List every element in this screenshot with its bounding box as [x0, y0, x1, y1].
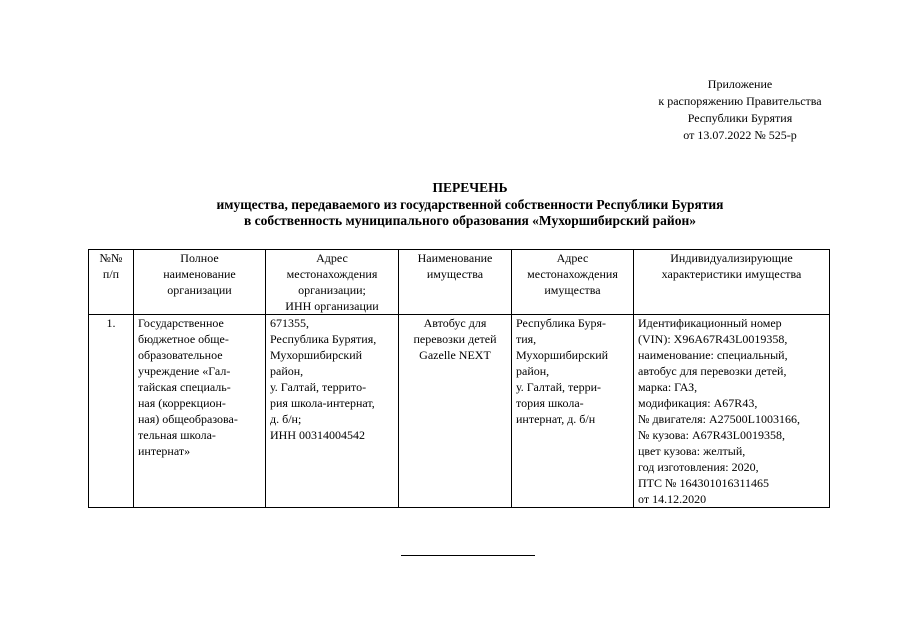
- header-org-address: Адрес местонахождения организации; ИНН организации: [266, 250, 399, 315]
- document-title: [88, 180, 852, 230]
- cell-org-name: Государственное бюджетное обще- образовательное учреждение «Гал- тайская специаль- ная (коррекцион- ная) общеобразова- тельная школа- интернат»: [134, 315, 266, 508]
- cell-num: 1.: [89, 315, 134, 508]
- appendix-block: [620, 76, 860, 144]
- closing-divider: [401, 555, 535, 556]
- title-line: ПЕРЕЧЕНЬ: [432, 180, 508, 195]
- table-header-row: [89, 250, 830, 315]
- appendix-line: от 13.07.2022 № 525-р: [683, 128, 797, 142]
- cell-property-name: Автобус для перевозки детей Gazelle NEXT: [399, 315, 512, 508]
- header-characteristics: Индивидуализирующие характеристики имущества: [634, 250, 830, 315]
- cell-property-address: Республика Буря- тия, Мухоршибирский район, у. Галтай, терри- тория школа- интернат, д. б/н: [512, 315, 634, 508]
- property-table: [88, 249, 830, 508]
- appendix-line: Республики Бурятия: [687, 111, 793, 125]
- header-property-name: Наименование имущества: [399, 250, 512, 315]
- header-num: №№ п/п: [89, 250, 134, 315]
- appendix-line: Приложение: [707, 77, 773, 91]
- header-org-name: Полное наименование организации: [134, 250, 266, 315]
- cell-org-address: 671355, Республика Бурятия, Мухоршибирский район, у. Галтай, террито- рия школа-интернат, д. б/н; ИНН 00314004542: [266, 315, 399, 508]
- appendix-line: к распоряжению Правительства: [658, 94, 822, 108]
- cell-characteristics: Идентификационный номер (VIN): X96A67R43L0019358, наименование: специальный, автобус для перевозки детей, марка: ГАЗ, модификация: A67R43, № двигателя: A27500L1003166, № кузова: A67R43L0019358, цвет кузова: желтый, год изготовления: 2020, ПТС № 164301016311465 от 14.12.2020: [634, 315, 830, 508]
- title-line: имущества, передаваемого из государственной собственности Республики Бурятия: [216, 196, 724, 212]
- header-property-address: Адрес местонахождения имущества: [512, 250, 634, 315]
- title-line: в собственность муниципального образования «Мухоршибирский район»: [244, 213, 696, 228]
- table-row: [89, 315, 830, 508]
